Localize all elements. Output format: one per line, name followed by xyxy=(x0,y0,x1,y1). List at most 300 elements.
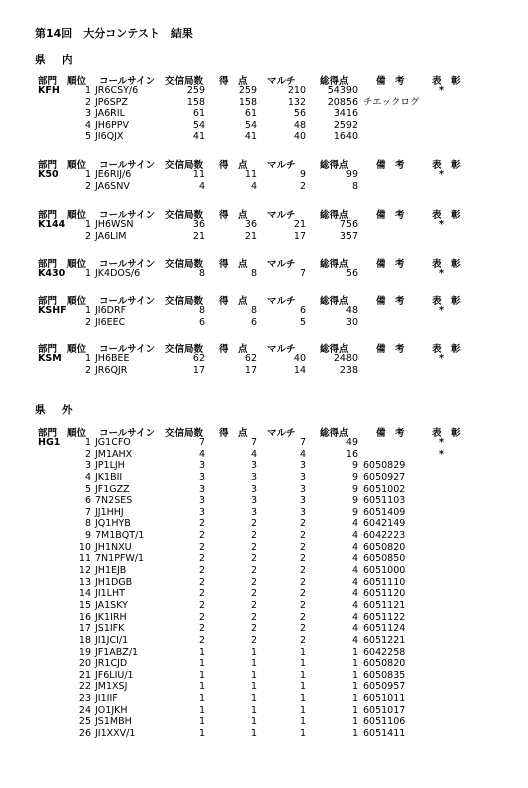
cell-call: JH1NXU xyxy=(95,541,132,553)
cell-mult: 1 xyxy=(299,728,306,740)
table-row xyxy=(0,131,528,143)
table-row xyxy=(0,472,528,484)
table-row xyxy=(0,693,528,705)
cell-rank: 20 xyxy=(78,658,91,670)
cell-call: JI1LHT xyxy=(95,588,125,600)
cell-qso: 2 xyxy=(198,611,205,623)
cell-pts: 8 xyxy=(250,268,257,279)
cell-pts: 1 xyxy=(250,716,257,728)
table-row xyxy=(0,716,528,728)
category-block xyxy=(0,157,528,192)
cell-pts: 2 xyxy=(250,634,257,646)
cell-qso: 259 xyxy=(186,85,205,96)
cell-total: 1 xyxy=(351,669,358,681)
cell-pts: 2 xyxy=(250,541,257,553)
header-rank: 順位 xyxy=(67,210,87,221)
cell-total: 3416 xyxy=(333,108,358,120)
cell-note: 6050957 xyxy=(363,681,406,693)
table-row xyxy=(0,588,528,600)
cell-mult: 2 xyxy=(299,576,306,588)
table-row xyxy=(0,231,528,243)
cell-mult: 4 xyxy=(299,448,306,460)
cell-mult: 48 xyxy=(293,119,306,131)
cell-total: 4 xyxy=(351,588,358,600)
cell-call: JI1XXV/1 xyxy=(95,728,136,740)
cell-pts: 54 xyxy=(244,119,257,131)
header-rank: 順位 xyxy=(67,428,87,439)
cell-mult: 1 xyxy=(299,704,306,716)
header-rank: 順位 xyxy=(67,76,87,87)
table-row xyxy=(0,120,528,132)
cell-rank: 18 xyxy=(78,634,91,646)
header-mult: マルチ xyxy=(267,259,296,270)
cell-award: * xyxy=(439,305,444,316)
header-award: 表 彰 xyxy=(432,259,461,270)
cell-mult: 1 xyxy=(299,669,306,681)
cell-qso: 4 xyxy=(198,448,205,460)
cell-total: 4 xyxy=(351,518,358,530)
cell-mult: 3 xyxy=(299,506,306,518)
table-header xyxy=(0,425,528,437)
table-row xyxy=(0,612,528,624)
table-row xyxy=(0,460,528,472)
cell-rank: 4 xyxy=(84,471,91,483)
cell-pts: 1 xyxy=(250,658,257,670)
cell-rank: 2 xyxy=(84,364,91,376)
cell-qso: 2 xyxy=(198,518,205,530)
header-pts: 得 点 xyxy=(219,259,248,270)
cell-note: 6051411 xyxy=(363,728,406,740)
cell-qso: 41 xyxy=(192,131,205,143)
header-call: コールサイン xyxy=(99,76,156,87)
header-note: 備 考 xyxy=(376,259,405,270)
header-total: 総得点 xyxy=(320,296,349,307)
table-row xyxy=(0,518,528,530)
table-row xyxy=(0,437,528,449)
header-award: 表 彰 xyxy=(432,160,461,171)
cell-qso: 3 xyxy=(198,506,205,518)
document-title: 第14回 大分コンテスト 結果 xyxy=(35,27,193,40)
cell-mult: 2 xyxy=(299,565,306,577)
category-block xyxy=(0,256,528,280)
cell-note: 6051103 xyxy=(363,495,406,507)
cell-pts: 11 xyxy=(244,169,257,180)
category-code: K430 xyxy=(38,268,66,279)
cell-mult: 3 xyxy=(299,495,306,507)
cell-mult: 2 xyxy=(299,553,306,565)
cell-pts: 2 xyxy=(250,565,257,577)
cell-note: 6050820 xyxy=(363,658,406,670)
cell-call: JS1IFK xyxy=(95,623,125,635)
cell-qso: 1 xyxy=(198,704,205,716)
table-header xyxy=(0,207,528,219)
header-total: 総得点 xyxy=(320,76,349,87)
table-row xyxy=(0,317,528,329)
cell-total: 1 xyxy=(351,704,358,716)
category-code: KFH xyxy=(38,85,60,96)
cell-qso: 2 xyxy=(198,541,205,553)
cell-total: 4 xyxy=(351,576,358,588)
cell-qso: 2 xyxy=(198,565,205,577)
cell-qso: 2 xyxy=(198,599,205,611)
header-total: 総得点 xyxy=(320,259,349,270)
cell-mult: 1 xyxy=(299,646,306,658)
header-award: 表 彰 xyxy=(432,210,461,221)
cell-qso: 11 xyxy=(192,169,205,180)
cell-mult: 1 xyxy=(299,693,306,705)
cell-pts: 158 xyxy=(238,96,257,108)
header-bumon: 部門 xyxy=(38,344,58,355)
cell-pts: 1 xyxy=(250,728,257,740)
cell-pts: 4 xyxy=(250,180,257,192)
table-row xyxy=(0,507,528,519)
cell-call: 7M1BQT/1 xyxy=(95,530,145,542)
header-call: コールサイン xyxy=(99,160,156,171)
cell-call: JH6WSN xyxy=(95,219,134,230)
cell-note: 6051002 xyxy=(363,483,406,495)
cell-call: JK4DOS/6 xyxy=(95,268,141,279)
cell-rank: 1 xyxy=(84,219,91,230)
cell-mult: 7 xyxy=(299,437,306,448)
cell-pts: 2 xyxy=(250,530,257,542)
cell-rank: 17 xyxy=(78,623,91,635)
cell-total: 54390 xyxy=(327,85,358,96)
header-mult: マルチ xyxy=(267,344,296,355)
cell-total: 49 xyxy=(345,437,358,448)
cell-note: 6051106 xyxy=(363,716,406,728)
cell-note: 6051017 xyxy=(363,704,406,716)
cell-rank: 2 xyxy=(84,448,91,460)
cell-total: 30 xyxy=(345,316,358,328)
header-bumon: 部門 xyxy=(38,259,58,270)
cell-total: 4 xyxy=(351,611,358,623)
cell-rank: 10 xyxy=(78,541,91,553)
header-mult: マルチ xyxy=(267,296,296,307)
cell-qso: 6 xyxy=(198,316,205,328)
cell-pts: 1 xyxy=(250,646,257,658)
header-rank: 順位 xyxy=(67,344,87,355)
header-qso: 交信局数 xyxy=(165,296,204,307)
header-qso: 交信局数 xyxy=(165,210,204,221)
cell-total: 1 xyxy=(351,658,358,670)
cell-rank: 11 xyxy=(78,553,91,565)
cell-mult: 2 xyxy=(299,623,306,635)
cell-pts: 62 xyxy=(244,353,257,364)
cell-award: * xyxy=(439,169,444,180)
cell-qso: 1 xyxy=(198,716,205,728)
cell-qso: 4 xyxy=(198,180,205,192)
cell-pts: 259 xyxy=(238,85,257,96)
cell-rank: 1 xyxy=(84,169,91,180)
table-header xyxy=(0,293,528,305)
cell-rank: 7 xyxy=(84,506,91,518)
cell-call: JM1AHX xyxy=(95,448,133,460)
table-header xyxy=(0,157,528,169)
table-row xyxy=(0,484,528,496)
cell-pts: 17 xyxy=(244,364,257,376)
cell-mult: 6 xyxy=(299,305,306,316)
cell-total: 8 xyxy=(351,180,358,192)
cell-total: 9 xyxy=(351,495,358,507)
cell-mult: 2 xyxy=(299,180,306,192)
cell-note: 6051110 xyxy=(363,576,406,588)
header-pts: 得 点 xyxy=(219,76,248,87)
cell-qso: 2 xyxy=(198,576,205,588)
table-row xyxy=(0,635,528,647)
cell-qso: 2 xyxy=(198,634,205,646)
cell-qso: 2 xyxy=(198,530,205,542)
cell-total: 9 xyxy=(351,471,358,483)
cell-call: JA6SNV xyxy=(95,180,130,192)
cell-note: 6051122 xyxy=(363,611,406,623)
cell-rank: 24 xyxy=(78,704,91,716)
table-row xyxy=(0,565,528,577)
cell-total: 4 xyxy=(351,634,358,646)
header-qso: 交信局数 xyxy=(165,259,204,270)
cell-rank: 6 xyxy=(84,495,91,507)
cell-pts: 7 xyxy=(250,437,257,448)
table-row xyxy=(0,169,528,181)
header-call: コールサイン xyxy=(99,428,156,439)
cell-pts: 4 xyxy=(250,448,257,460)
cell-mult: 7 xyxy=(299,268,306,279)
header-bumon: 部門 xyxy=(38,160,58,171)
table-row xyxy=(0,647,528,659)
table-row xyxy=(0,495,528,507)
cell-call: JK1IRH xyxy=(95,611,127,623)
cell-pts: 1 xyxy=(250,669,257,681)
header-call: コールサイン xyxy=(99,296,156,307)
cell-total: 1 xyxy=(351,716,358,728)
table-row xyxy=(0,305,528,317)
cell-note: 6050835 xyxy=(363,669,406,681)
cell-qso: 17 xyxy=(192,364,205,376)
table-row xyxy=(0,705,528,717)
header-rank: 順位 xyxy=(67,160,87,171)
cell-call: JE6RIJ/6 xyxy=(95,169,132,180)
cell-mult: 2 xyxy=(299,599,306,611)
table-header xyxy=(0,341,528,353)
table-row xyxy=(0,600,528,612)
cell-total: 48 xyxy=(345,305,358,316)
cell-rank: 23 xyxy=(78,693,91,705)
cell-pts: 3 xyxy=(250,460,257,472)
header-total: 総得点 xyxy=(320,210,349,221)
header-award: 表 彰 xyxy=(432,344,461,355)
header-call: コールサイン xyxy=(99,259,156,270)
table-row xyxy=(0,85,528,97)
cell-call: JI1JCI/1 xyxy=(95,634,129,646)
cell-mult: 14 xyxy=(293,364,306,376)
cell-award: * xyxy=(439,268,444,279)
category-code: KSHF xyxy=(38,305,67,316)
cell-rank: 16 xyxy=(78,611,91,623)
cell-call: JH1EJB xyxy=(95,565,127,577)
cell-award: * xyxy=(439,85,444,96)
cell-note: 6051409 xyxy=(363,506,406,518)
cell-total: 1 xyxy=(351,728,358,740)
header-rank: 順位 xyxy=(67,259,87,270)
category-code: K144 xyxy=(38,219,66,230)
cell-mult: 3 xyxy=(299,471,306,483)
header-note: 備 考 xyxy=(376,210,405,221)
header-mult: マルチ xyxy=(267,160,296,171)
cell-note: 6051121 xyxy=(363,599,406,611)
category-block xyxy=(0,207,528,242)
cell-rank: 13 xyxy=(78,576,91,588)
cell-total: 4 xyxy=(351,530,358,542)
cell-call: JO1JKH xyxy=(95,704,128,716)
header-note: 備 考 xyxy=(376,296,405,307)
table-row xyxy=(0,542,528,554)
cell-mult: 210 xyxy=(287,85,306,96)
cell-mult: 1 xyxy=(299,658,306,670)
table-row xyxy=(0,353,528,365)
cell-pts: 3 xyxy=(250,495,257,507)
table-row xyxy=(0,658,528,670)
cell-mult: 40 xyxy=(293,131,306,143)
header-bumon: 部門 xyxy=(38,428,58,439)
category-code: K50 xyxy=(38,169,59,180)
cell-note: 6050829 xyxy=(363,460,406,472)
cell-pts: 8 xyxy=(250,305,257,316)
cell-pts: 3 xyxy=(250,483,257,495)
cell-call: JA1SKY xyxy=(95,599,128,611)
header-award: 表 彰 xyxy=(432,76,461,87)
header-call: コールサイン xyxy=(99,344,156,355)
cell-pts: 2 xyxy=(250,518,257,530)
cell-note: 6050927 xyxy=(363,471,406,483)
cell-total: 238 xyxy=(339,364,358,376)
header-qso: 交信局数 xyxy=(165,160,204,171)
table-row xyxy=(0,623,528,635)
category-block xyxy=(0,73,528,143)
category-code: HG1 xyxy=(38,437,61,448)
cell-note: 6050820 xyxy=(363,541,406,553)
section-heading-kengai: 県 外 xyxy=(35,404,76,416)
cell-total: 2592 xyxy=(333,119,358,131)
cell-mult: 3 xyxy=(299,483,306,495)
cell-note: 6042223 xyxy=(363,530,406,542)
cell-call: JI6DRF xyxy=(95,305,127,316)
cell-rank: 25 xyxy=(78,716,91,728)
category-block xyxy=(0,341,528,376)
cell-call: 7N1PFW/1 xyxy=(95,553,145,565)
cell-total: 357 xyxy=(339,230,358,242)
cell-qso: 21 xyxy=(192,230,205,242)
header-total: 総得点 xyxy=(320,428,349,439)
cell-award: * xyxy=(439,437,444,448)
header-pts: 得 点 xyxy=(219,428,248,439)
table-row xyxy=(0,181,528,193)
cell-call: JP1LJH xyxy=(95,460,125,472)
table-row xyxy=(0,728,528,740)
header-qso: 交信局数 xyxy=(165,76,204,87)
table-row xyxy=(0,97,528,109)
cell-rank: 1 xyxy=(84,437,91,448)
cell-total: 4 xyxy=(351,623,358,635)
cell-call: JI6EEC xyxy=(95,316,126,328)
cell-note: チエックログ xyxy=(363,96,420,108)
cell-total: 4 xyxy=(351,599,358,611)
header-qso: 交信局数 xyxy=(165,344,204,355)
cell-note: 6042258 xyxy=(363,646,406,658)
cell-call: JJ1HHJ xyxy=(95,506,124,518)
cell-rank: 1 xyxy=(84,305,91,316)
cell-qso: 2 xyxy=(198,553,205,565)
cell-note: 6051120 xyxy=(363,588,406,600)
cell-call: JG1CFO xyxy=(95,437,131,448)
cell-qso: 158 xyxy=(186,96,205,108)
header-pts: 得 点 xyxy=(219,210,248,221)
cell-qso: 1 xyxy=(198,669,205,681)
header-mult: マルチ xyxy=(267,76,296,87)
cell-pts: 36 xyxy=(244,219,257,230)
header-note: 備 考 xyxy=(376,428,405,439)
cell-qso: 3 xyxy=(198,495,205,507)
cell-mult: 3 xyxy=(299,460,306,472)
header-call: コールサイン xyxy=(99,210,156,221)
cell-mult: 2 xyxy=(299,588,306,600)
header-bumon: 部門 xyxy=(38,210,58,221)
cell-pts: 41 xyxy=(244,131,257,143)
cell-rank: 3 xyxy=(84,108,91,120)
section-heading-kennai: 県 内 xyxy=(35,54,76,66)
header-bumon: 部門 xyxy=(38,76,58,87)
table-row xyxy=(0,530,528,542)
cell-total: 4 xyxy=(351,541,358,553)
cell-note: 6051011 xyxy=(363,693,406,705)
cell-rank: 2 xyxy=(84,230,91,242)
cell-call: JQ1HYB xyxy=(95,518,131,530)
cell-note: 6051000 xyxy=(363,565,406,577)
cell-total: 4 xyxy=(351,565,358,577)
cell-call: JF6LIU/1 xyxy=(95,669,134,681)
cell-qso: 2 xyxy=(198,623,205,635)
category-block xyxy=(0,293,528,328)
header-pts: 得 点 xyxy=(219,296,248,307)
cell-call: JR1CJD xyxy=(95,658,128,670)
cell-total: 9 xyxy=(351,460,358,472)
table-row xyxy=(0,449,528,461)
table-row xyxy=(0,681,528,693)
header-total: 総得点 xyxy=(320,344,349,355)
table-row xyxy=(0,365,528,377)
cell-rank: 1 xyxy=(84,353,91,364)
category-block xyxy=(0,425,528,740)
cell-award: * xyxy=(439,219,444,230)
cell-mult: 2 xyxy=(299,518,306,530)
header-mult: マルチ xyxy=(267,428,296,439)
cell-rank: 9 xyxy=(84,530,91,542)
cell-mult: 17 xyxy=(293,230,306,242)
cell-rank: 19 xyxy=(78,646,91,658)
cell-mult: 1 xyxy=(299,681,306,693)
cell-call: JH6PPV xyxy=(95,119,129,131)
cell-total: 1 xyxy=(351,681,358,693)
cell-total: 756 xyxy=(339,219,358,230)
header-qso: 交信局数 xyxy=(165,428,204,439)
cell-call: JF1ABZ/1 xyxy=(95,646,139,658)
cell-mult: 5 xyxy=(299,316,306,328)
cell-qso: 1 xyxy=(198,658,205,670)
cell-pts: 3 xyxy=(250,506,257,518)
cell-qso: 1 xyxy=(198,728,205,740)
cell-rank: 15 xyxy=(78,599,91,611)
cell-qso: 1 xyxy=(198,693,205,705)
cell-qso: 8 xyxy=(198,268,205,279)
cell-call: JK1BII xyxy=(95,471,123,483)
